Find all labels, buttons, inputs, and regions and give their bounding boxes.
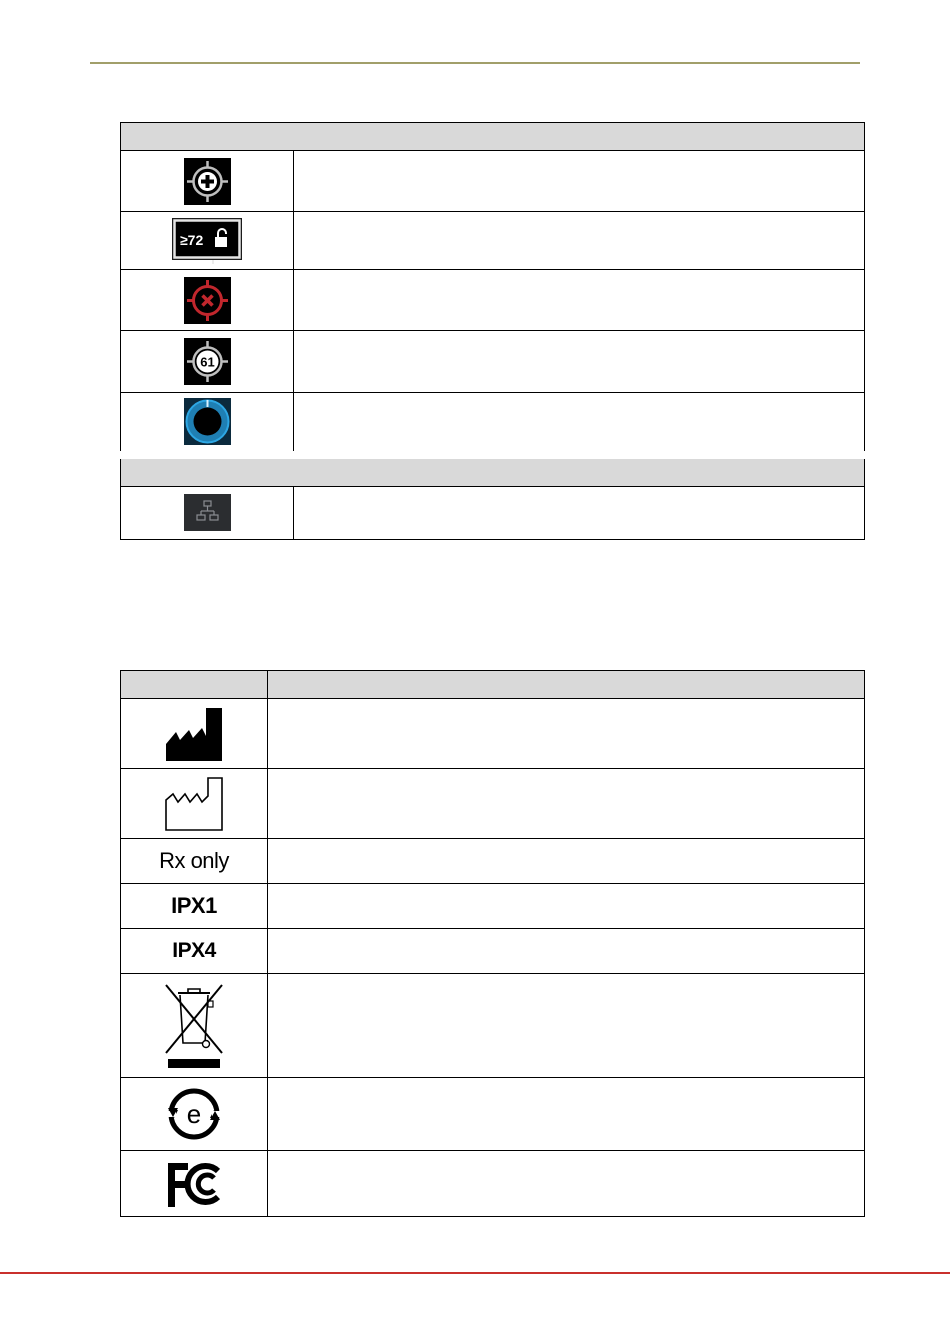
fcc-logo-icon	[164, 1159, 224, 1209]
date-of-manufacture-icon	[164, 776, 224, 832]
china-rohs-e-icon	[166, 1086, 222, 1142]
table-row	[121, 699, 865, 769]
weee-bin-icon	[164, 981, 224, 1071]
column-header-symbol	[121, 671, 268, 699]
section-header	[121, 455, 865, 487]
regulatory-symbols-table	[120, 670, 865, 1217]
table-row	[121, 884, 865, 929]
crosshair-plus-icon	[184, 158, 231, 205]
crosshair-61-icon	[184, 338, 231, 385]
table-row	[121, 974, 865, 1078]
rx-only-symbol: Rx only	[159, 848, 229, 873]
table-row	[121, 1078, 865, 1151]
manufacturer-icon	[164, 706, 224, 762]
table-row	[121, 929, 865, 974]
table-row	[121, 212, 865, 270]
table-row	[121, 393, 865, 455]
network-hierarchy-icon	[184, 494, 231, 531]
table-row	[121, 151, 865, 212]
table-row	[121, 270, 865, 331]
header-rule	[90, 62, 860, 64]
svg-text:e: e	[186, 1099, 202, 1129]
threshold-label: ≥72	[180, 231, 204, 248]
ipx4-symbol: IPX4	[172, 939, 216, 962]
footer-rule	[0, 1272, 950, 1274]
crosshair-x-red-icon	[184, 277, 231, 324]
ipx1-symbol: IPX1	[171, 893, 217, 918]
table-row	[121, 486, 865, 539]
blue-ring-progress-icon	[184, 398, 231, 445]
screen-icons-table	[120, 122, 865, 540]
table-row	[121, 839, 865, 884]
table-row	[121, 1151, 865, 1217]
threshold-unlock-icon	[172, 218, 242, 264]
section-header	[121, 123, 865, 151]
table-row	[121, 769, 865, 839]
table-row	[121, 331, 865, 393]
crosshair-61-label: 61	[199, 354, 215, 370]
column-header-description	[268, 671, 865, 699]
